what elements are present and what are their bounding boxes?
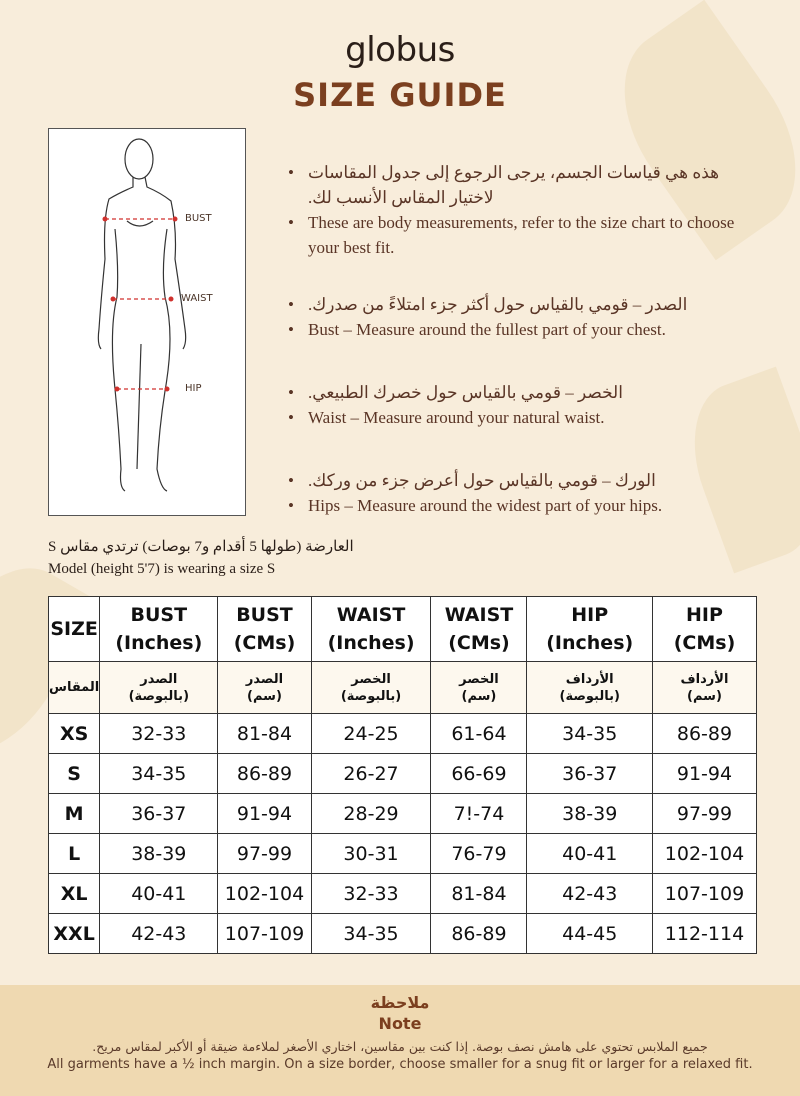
size-cell: M bbox=[49, 794, 100, 834]
table-cell: 42-43 bbox=[527, 874, 653, 914]
table-cell: 76-79 bbox=[431, 834, 527, 874]
table-cell: 44-45 bbox=[527, 914, 653, 954]
table-row bbox=[49, 834, 757, 874]
column-header-ar: الصدر (بالبوصة) bbox=[100, 662, 218, 714]
table-cell: 36-37 bbox=[100, 794, 218, 834]
measurement-instructions bbox=[288, 160, 758, 556]
column-header-ar: الخصر (سم) bbox=[431, 662, 527, 714]
header-unit: (Inches) bbox=[115, 632, 203, 654]
header-label: BUST bbox=[130, 604, 188, 626]
table-cell: 97-99 bbox=[652, 794, 756, 834]
note-title-en: Note bbox=[378, 1014, 422, 1033]
table-cell: 34-35 bbox=[100, 754, 218, 794]
table-row bbox=[49, 794, 757, 834]
bullet-ar: • الخصر – قومي بالقياس حول خصرك الطبيعي. bbox=[288, 380, 758, 405]
table-cell: 86-89 bbox=[431, 914, 527, 954]
hip-label: HIP bbox=[185, 383, 202, 394]
column-header bbox=[652, 597, 756, 662]
table-cell: 34-35 bbox=[527, 714, 653, 754]
bullet-en: • Bust – Measure around the fullest part of your chest. bbox=[288, 317, 758, 342]
note-text-en: All garments have a ½ inch margin. On a size border, choose smaller for a snug fit or larger for a relaxed fit. bbox=[47, 1057, 753, 1072]
table-cell: 61-64 bbox=[431, 714, 527, 754]
column-header bbox=[311, 597, 431, 662]
column-header bbox=[431, 597, 527, 662]
table-cell: 36-37 bbox=[527, 754, 653, 794]
bullet-en: • Waist – Measure around your natural waist. bbox=[288, 405, 758, 430]
note-title-ar: ملاحظة bbox=[370, 993, 430, 1012]
header-unit: (CMs) bbox=[673, 632, 736, 654]
table-cell: 112-114 bbox=[652, 914, 756, 954]
table-cell: 107-109 bbox=[218, 914, 311, 954]
size-cell: XXL bbox=[49, 914, 100, 954]
model-info-ar: العارضة (طولها 5 أقدام و7 بوصات) ترتدي مقاس S bbox=[48, 539, 354, 555]
column-header bbox=[100, 597, 218, 662]
header-unit: (Inches) bbox=[327, 632, 415, 654]
note-text-ar: جميع الملابس تحتوي على هامش نصف بوصة. إذا كنت بين مقاسين، اختاري الأصغر لملاءمة ضيقة أو الأكبر لمقاس مريح. bbox=[92, 1039, 708, 1054]
table-cell: 66-69 bbox=[431, 754, 527, 794]
table-cell: 107-109 bbox=[652, 874, 756, 914]
column-header-ar: الخصر (بالبوصة) bbox=[311, 662, 431, 714]
size-chart-table bbox=[48, 596, 757, 954]
header-label: HIP bbox=[571, 604, 609, 626]
header-row-ar bbox=[49, 662, 757, 714]
table-cell: 40-41 bbox=[100, 874, 218, 914]
column-header-ar: الصدر (سم) bbox=[218, 662, 311, 714]
brand-logo: globus bbox=[345, 30, 455, 70]
table-row bbox=[49, 754, 757, 794]
table-cell: 91-94 bbox=[652, 754, 756, 794]
table-cell: 97-99 bbox=[218, 834, 311, 874]
table-cell: 34-35 bbox=[311, 914, 431, 954]
table-cell: 7!-74 bbox=[431, 794, 527, 834]
header-label: HIP bbox=[686, 604, 723, 626]
column-header bbox=[49, 597, 100, 662]
column-header-ar: الأرداف (بالبوصة) bbox=[527, 662, 653, 714]
table-cell: 86-89 bbox=[652, 714, 756, 754]
table-cell: 102-104 bbox=[652, 834, 756, 874]
table-row bbox=[49, 914, 757, 954]
header-label: WAIST bbox=[444, 604, 514, 626]
column-header bbox=[218, 597, 311, 662]
body-measurement-figure bbox=[48, 128, 246, 516]
table-cell: 26-27 bbox=[311, 754, 431, 794]
header-unit: (Inches) bbox=[546, 632, 634, 654]
table-cell: 81-84 bbox=[218, 714, 311, 754]
model-info-en: Model (height 5'7) is wearing a size S bbox=[48, 561, 276, 577]
note-section bbox=[0, 985, 800, 1096]
header-label: SIZE bbox=[50, 618, 98, 640]
table-cell: 81-84 bbox=[431, 874, 527, 914]
header-unit: (CMs) bbox=[233, 632, 296, 654]
table-cell: 91-94 bbox=[218, 794, 311, 834]
column-header bbox=[527, 597, 653, 662]
table-cell: 86-89 bbox=[218, 754, 311, 794]
column-header-ar: المقاس bbox=[49, 662, 100, 714]
table-cell: 40-41 bbox=[527, 834, 653, 874]
table-cell: 24-25 bbox=[311, 714, 431, 754]
model-info bbox=[48, 536, 354, 580]
size-cell: XS bbox=[49, 714, 100, 754]
table-cell: 102-104 bbox=[218, 874, 311, 914]
header-unit: (CMs) bbox=[448, 632, 510, 654]
bullet-ar: • الورك – قومي بالقياس حول أعرض جزء من وركك. bbox=[288, 468, 758, 493]
size-cell: XL bbox=[49, 874, 100, 914]
table-cell: 28-29 bbox=[311, 794, 431, 834]
bust-label: BUST bbox=[185, 213, 212, 224]
page-title: SIZE GUIDE bbox=[293, 76, 507, 114]
header-label: BUST bbox=[236, 604, 293, 626]
table-cell: 42-43 bbox=[100, 914, 218, 954]
bullet-ar: • هذه هي قياسات الجسم، يرجى الرجوع إلى جدول المقاسات لاختيار المقاس الأنسب لك. bbox=[288, 160, 758, 210]
bullet-en: • Hips – Measure around the widest part of your hips. bbox=[288, 493, 758, 518]
table-cell: 32-33 bbox=[311, 874, 431, 914]
bullet-en: • These are body measurements, refer to the size chart to choose your best fit. bbox=[288, 210, 758, 260]
bullet-ar: • الصدر – قومي بالقياس حول أكثر جزء امتلاءً من صدرك. bbox=[288, 292, 758, 317]
table-row bbox=[49, 714, 757, 754]
header-label: WAIST bbox=[336, 604, 406, 626]
body-outline-illustration bbox=[49, 129, 245, 515]
column-header-ar: الأرداف (سم) bbox=[652, 662, 756, 714]
table-row bbox=[49, 874, 757, 914]
size-cell: L bbox=[49, 834, 100, 874]
table-cell: 38-39 bbox=[100, 834, 218, 874]
table-cell: 32-33 bbox=[100, 714, 218, 754]
header-row bbox=[49, 597, 757, 662]
size-cell: S bbox=[49, 754, 100, 794]
table-cell: 38-39 bbox=[527, 794, 653, 834]
waist-label: WAIST bbox=[181, 293, 213, 304]
table-cell: 30-31 bbox=[311, 834, 431, 874]
